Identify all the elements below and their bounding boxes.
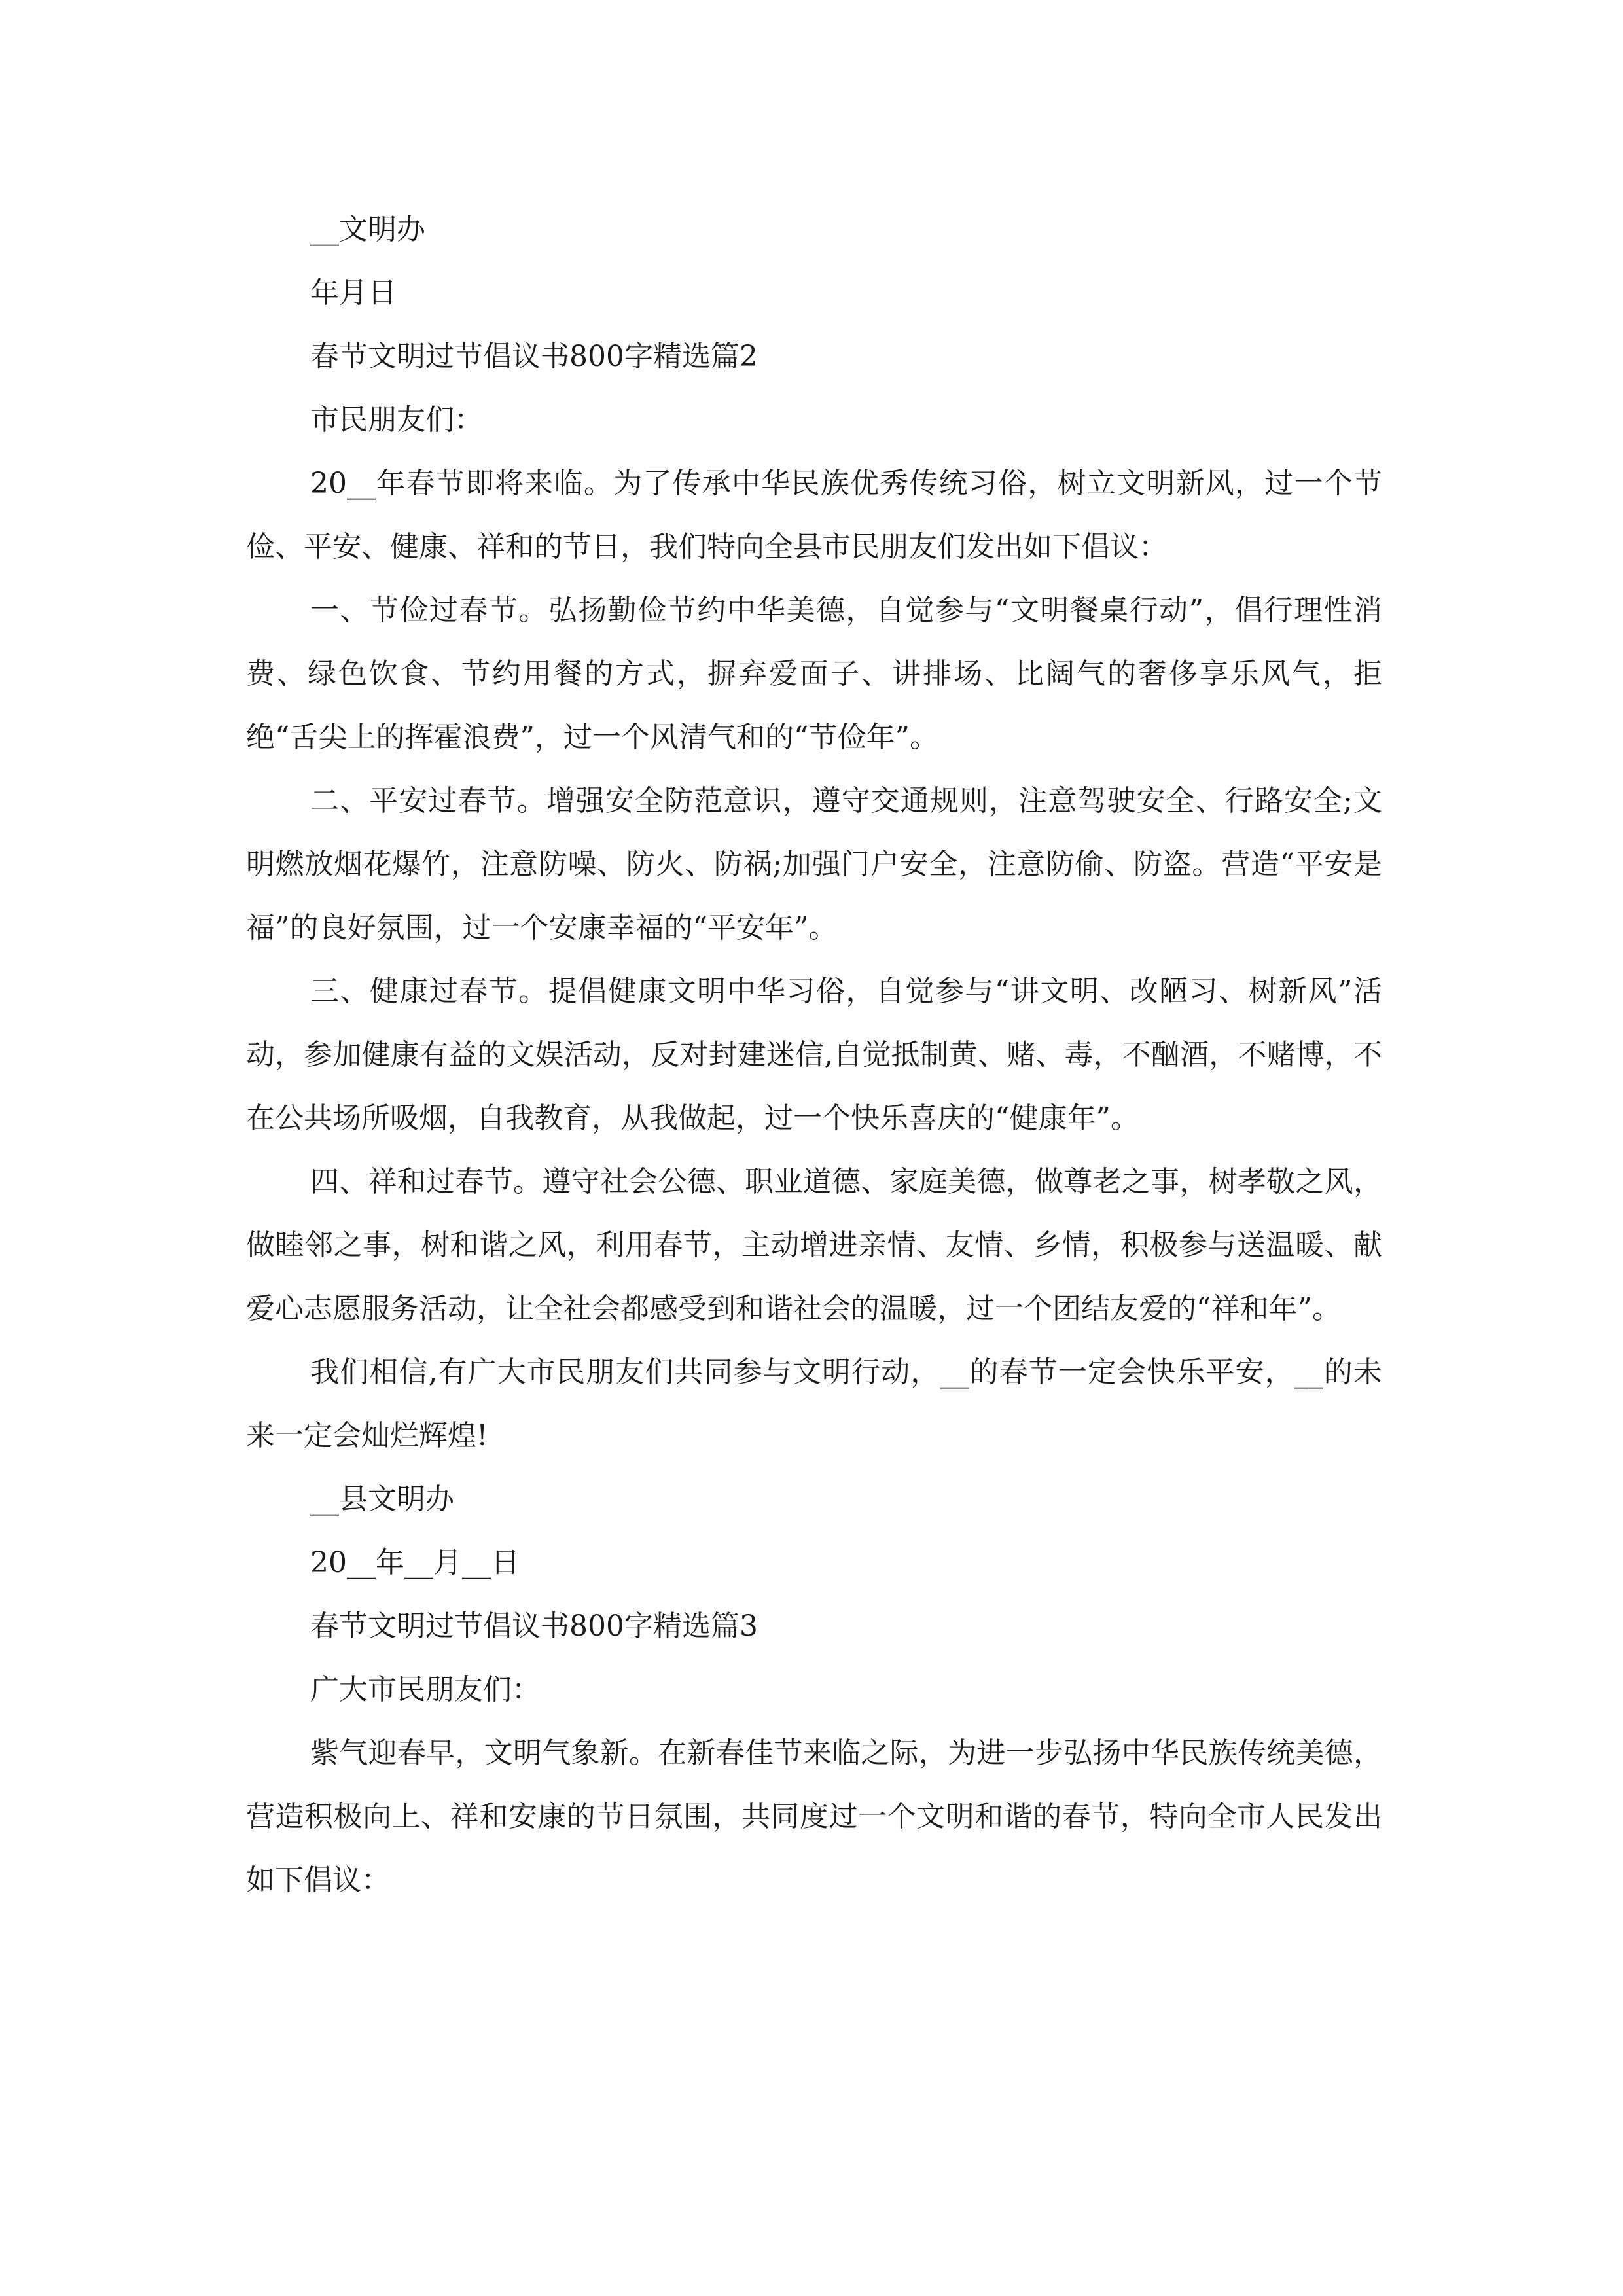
closing-paragraph: 我们相信,有广大市民朋友们共同参与文明行动，__的春节一定会快乐平安，__的未来一定会灿烂辉煌! (246, 1355, 1382, 1452)
proposal-healthy: 三、健康过春节。提倡健康文明中华习俗，自觉参与“讲文明、改陋习、树新风”活动，参加健康有益的文娱活动，反对封建迷信,自觉抵制黄、赌、毒，不酗酒，不赌博，不在公共场所吸烟，自我教育，从我做起，过一个快乐喜庆的“健康年”。 (246, 975, 1382, 1135)
signature-office: __文明办 (310, 213, 425, 246)
proposal-frugal: 一、节俭过春节。弘扬勤俭节约中华美德，自觉参与“文明餐桌行动”，倡行理性消费、绿色饮食、节约用餐的方式，摒弃爱面子、讲排场、比阔气的奢侈享乐风气，拒绝“舌尖上的挥霍浪费”，过一个风清气和的“节俭年”。 (246, 594, 1382, 754)
section-title-2: 春节文明过节倡议书800字精选篇2 (310, 340, 758, 373)
document-body (246, 198, 1382, 1912)
signature-date-2: 20__年__月__日 (310, 1546, 520, 1579)
signature-date: 年月日 (310, 276, 397, 310)
proposal-safe: 二、平安过春节。增强安全防范意识，遵守交通规则，注意驾驶安全、行路安全;文明燃放烟花爆竹，注意防噪、防火、防祸;加强门户安全，注意防偷、防盗。营造“平安是福”的良好氛围，过一个安康幸福的“平安年”。 (246, 784, 1382, 944)
signature-county-office: __县文明办 (310, 1482, 454, 1516)
salutation: 市民朋友们： (310, 403, 483, 437)
proposal-harmony: 四、祥和过春节。遵守社会公德、职业道德、家庭美德，做尊老之事，树孝敬之风，做睦邻之事，树和谐之风，利用春节，主动增进亲情、友情、乡情，积极参与送温暖、献爱心志愿服务活动，让全社会都感受到和谐社会的温暖，过一个团结友爱的“祥和年”。 (246, 1165, 1382, 1325)
salutation-3: 广大市民朋友们： (310, 1673, 541, 1706)
section-title-3: 春节文明过节倡议书800字精选篇3 (310, 1609, 758, 1643)
intro-paragraph-3: 紫气迎春早，文明气象新。在新春佳节来临之际，为进一步弘扬中华民族传统美德，营造积极向上、祥和安康的节日氛围，共同度过一个文明和谐的春节，特向全市人民发出如下倡议： (246, 1736, 1382, 1897)
intro-paragraph: 20__年春节即将来临。为了传承中华民族优秀传统习俗，树立文明新风，过一个节俭、平安、健康、祥和的节日，我们特向全县市民朋友们发出如下倡议： (246, 467, 1382, 564)
